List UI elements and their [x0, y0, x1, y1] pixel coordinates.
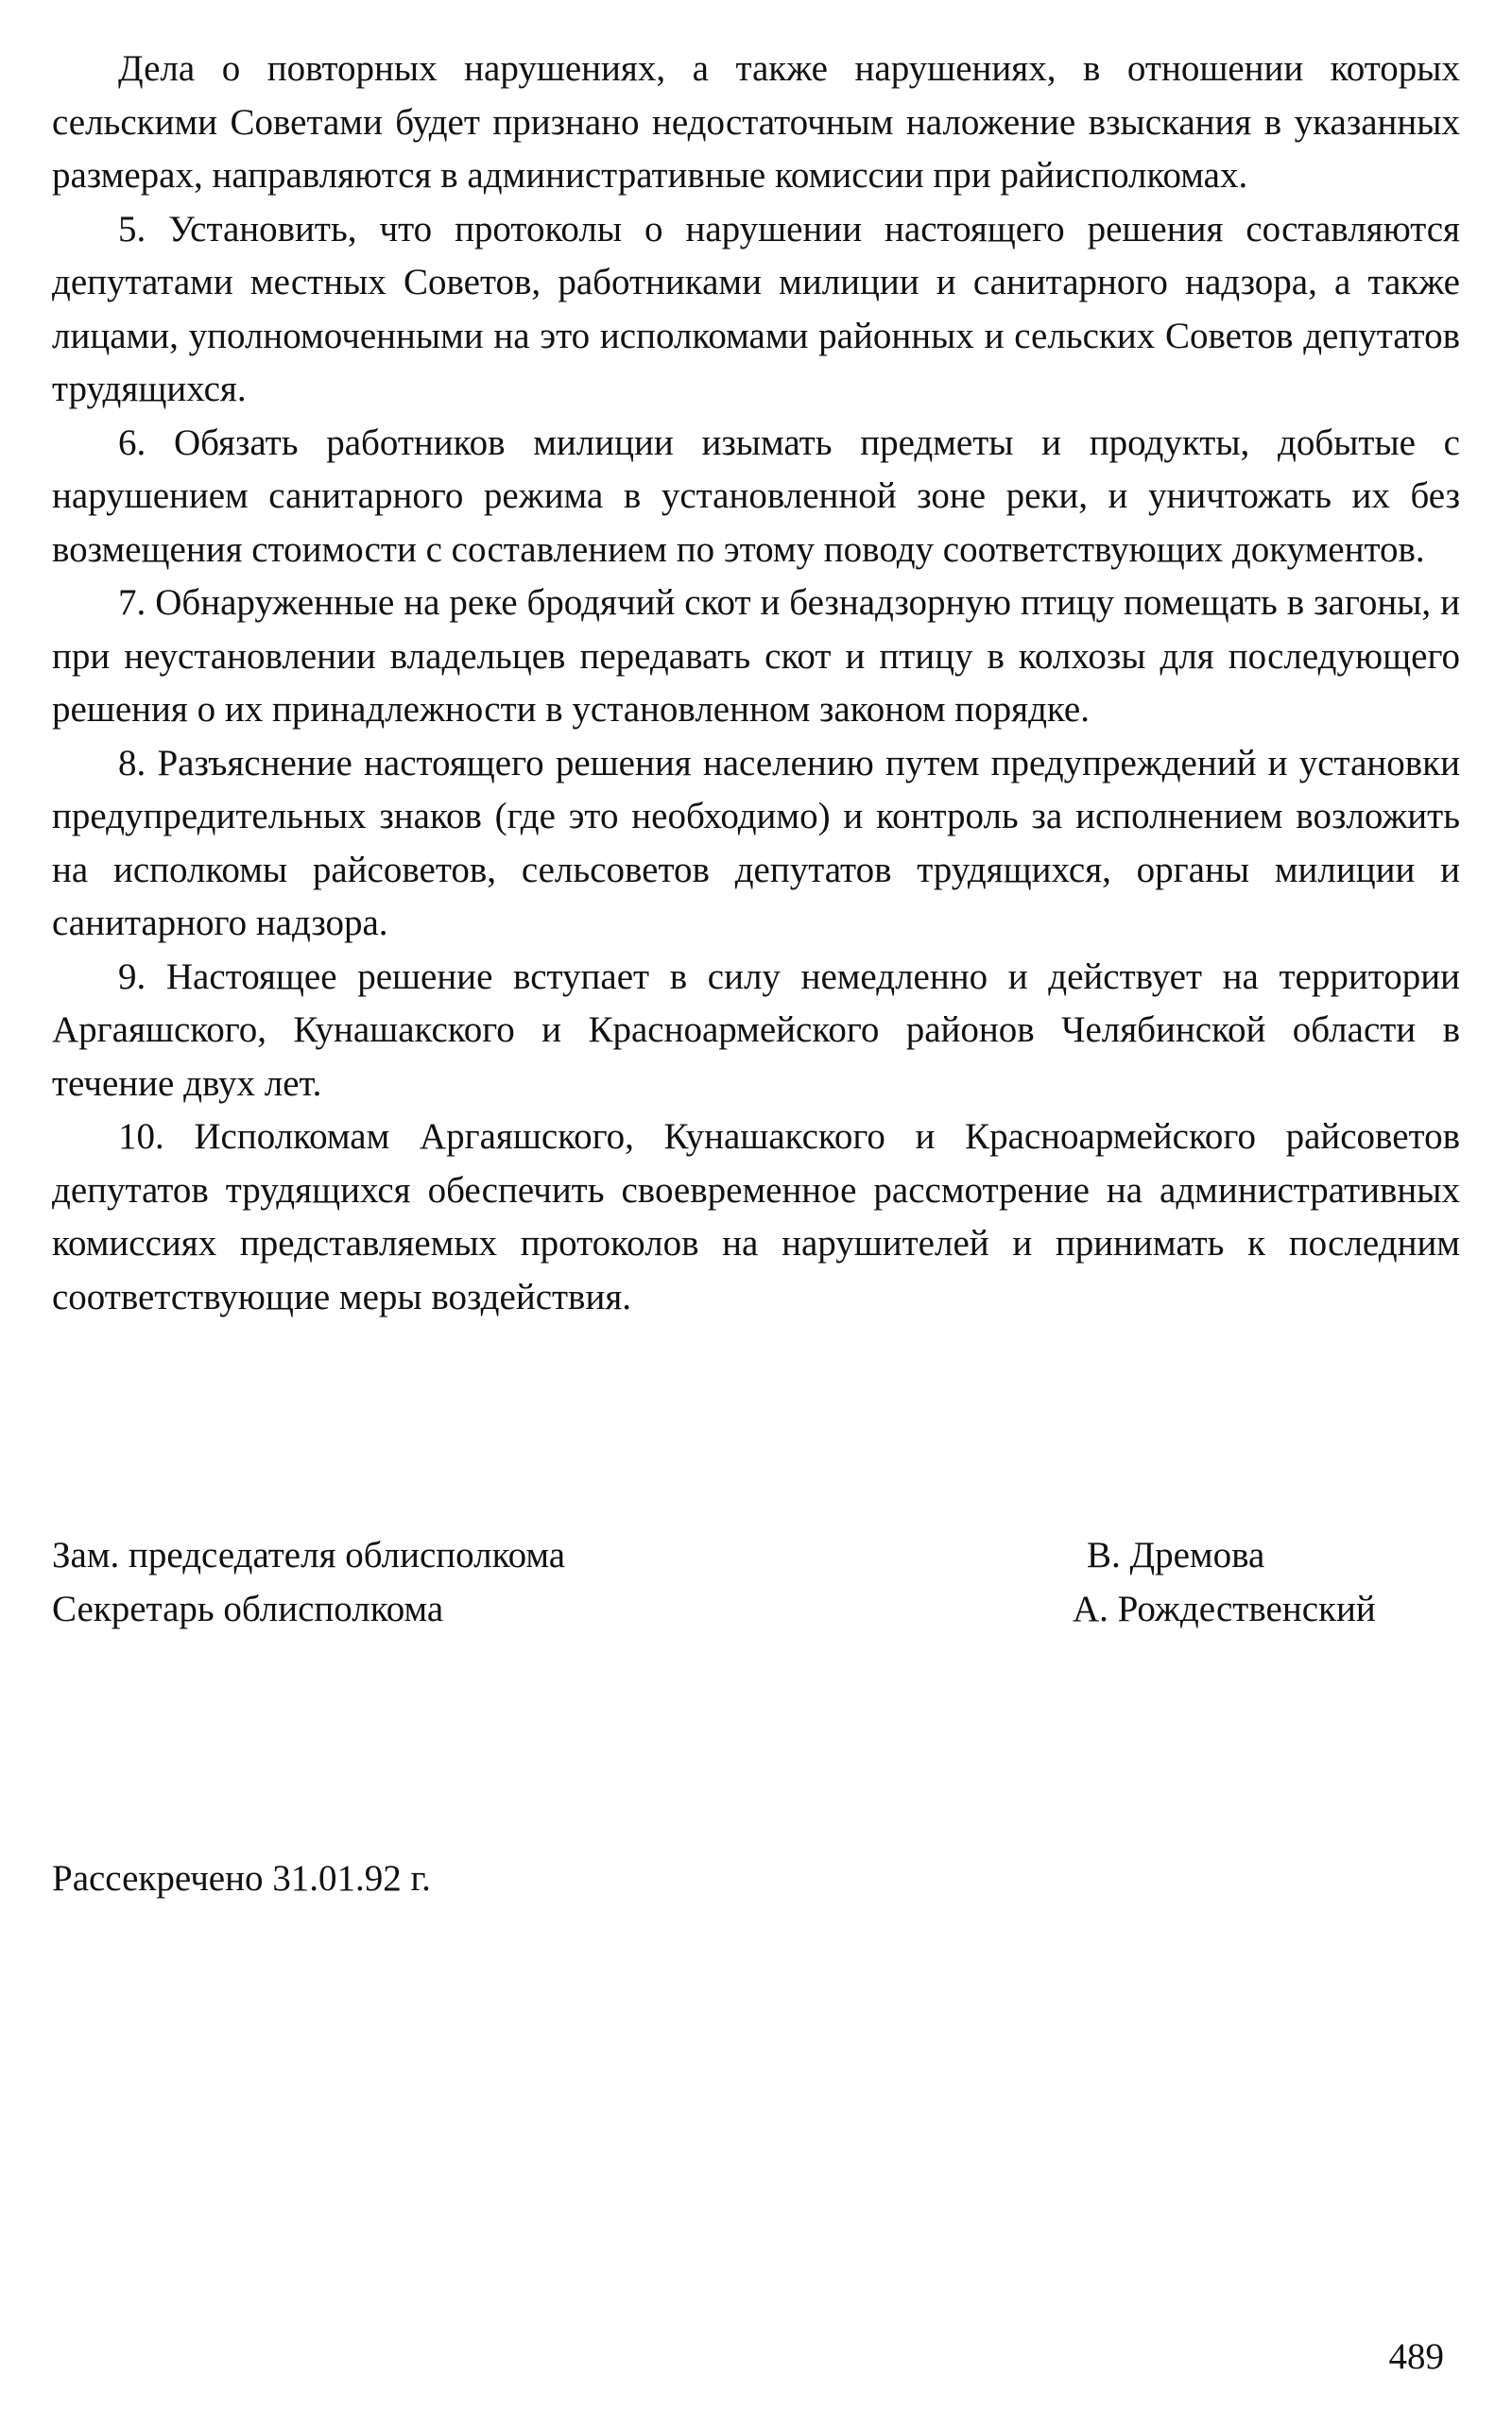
paragraph-item-9: 9. Настоящее решение вступает в силу немедленно и действует на территории Аргаяшского, Кунашакского и Красноармейского районов Челябинской области в течение двух лет. — [52, 955, 1460, 1104]
signature-row — [52, 1529, 1460, 1583]
paragraph-item-5: 5. Установить, что протоколы о нарушении настоящего решения составляются депутатами местных Советов, работниками милиции и санитарного надзора, а также лицами, уполномоченными на это исполкомами районных и сельских Советов депутатов трудящихся. — [52, 208, 1460, 409]
document-body — [52, 43, 1460, 1324]
paragraph-item-7: 7. Обнаруженные на реке бродячий скот и безнадзорную птицу помещать в загоны, и при неустановлении владельцев передавать скот и птицу в колхозы для последующего решения о их принадлежности в установленном законом порядке. — [52, 582, 1460, 730]
page-number: 489 — [1388, 2336, 1444, 2377]
signature-row — [52, 1583, 1460, 1637]
signature-name: В. Дремова — [1087, 1535, 1265, 1575]
signature-title: Секретарь облисполкома — [52, 1588, 444, 1629]
paragraph-item-10: 10. Исполкомам Аргаяшского, Кунашакского и Красноармейского райсоветов депутатов трудящихся обеспечить своевременное рассмотрение на административных комиссиях представляемых протоколов на нарушителей и принимать к последним соответствующие меры воздействия. — [52, 1116, 1460, 1317]
paragraph-item-8: 8. Разъяснение настоящего решения населению путем предупреждений и установки предупредительных знаков (где это необходимо) и контроль за исполнением возложить на исполкомы райсоветов, сельсоветов депутатов трудящихся, органы милиции и санитарного надзора. — [52, 742, 1460, 943]
signature-name: А. Рождественский — [1073, 1588, 1376, 1629]
paragraph-continuation: Дела о повторных нарушениях, а также нарушениях, в отношении которых сельскими Советами будет признано недостаточным наложение взыскания в указанных размерах, направляются в административные комиссии при райисполкомах. — [52, 48, 1460, 196]
paragraph-item-6: 6. Обязать работников милиции изымать предметы и продукты, добытые с нарушением санитарного режима в установленной зоне реки, и уничтожать их без возмещения стоимости с составлением по этому поводу соответствующих документов. — [52, 422, 1460, 570]
signature-block — [52, 1529, 1460, 1636]
declassification-note: Рассекречено 31.01.92 г. — [52, 1858, 431, 1899]
signature-title: Зам. председателя облисполкома — [52, 1535, 566, 1575]
